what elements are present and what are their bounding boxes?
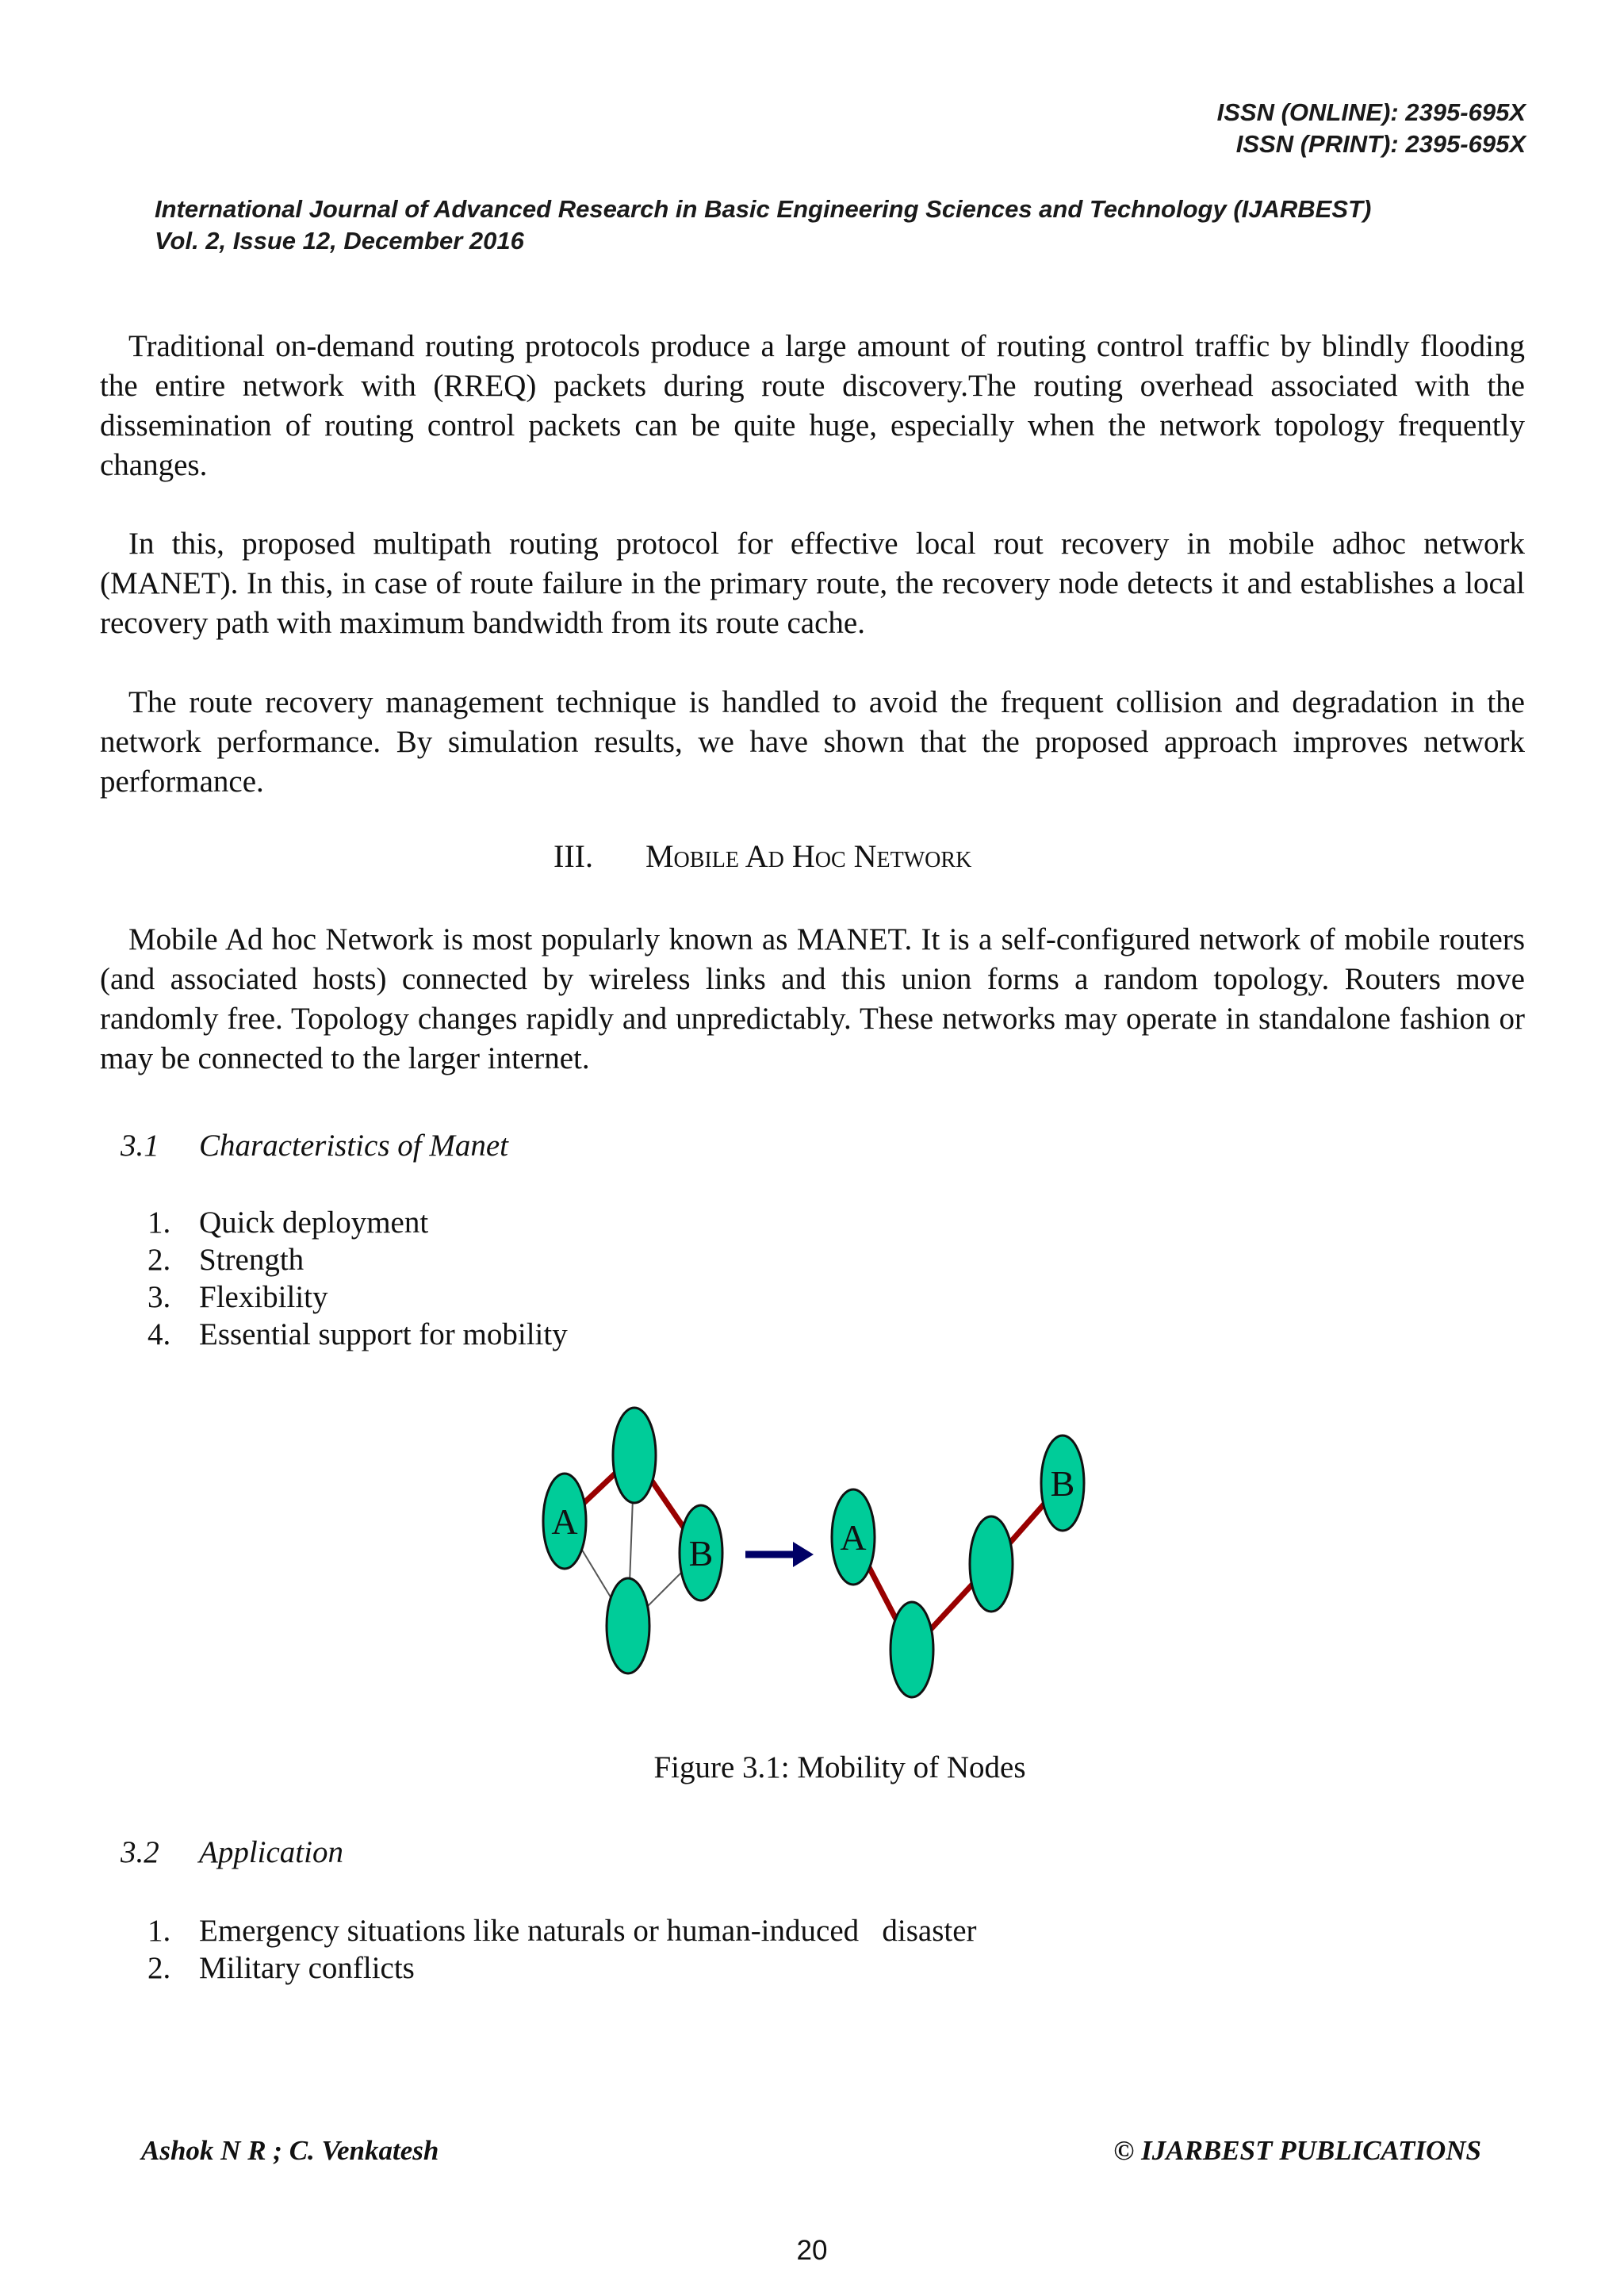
- node-top: [613, 1408, 656, 1503]
- node-b-label: B: [688, 1533, 714, 1573]
- node-middle: [891, 1602, 933, 1697]
- characteristics-list: [147, 1204, 568, 1353]
- paragraph-manet-intro: Mobile Ad hoc Network is most popularly known as MANET. It is a self-configured network of mobile routers (and associated hosts) connected by wireless links and this union forms a random topology. Routers move randomly free. Topology changes rapidly and unpredictably. These networks may operate in standalone fashion or may be connected to the larger internet.: [100, 922, 1525, 1075]
- subsection-number-3-1: 3.1: [121, 1129, 159, 1163]
- node-a-label: A: [840, 1517, 867, 1558]
- list-item: 1. Emergency situations like naturals or human-induced disaster: [147, 1914, 977, 1948]
- list-item: 1. Quick deployment: [147, 1205, 429, 1240]
- mobility-of-nodes-figure: [531, 1396, 1102, 1705]
- paragraph-routing-overhead: Traditional on-demand routing protocols produce a large amount of routing control traffic by blindly flooding the entire network with (RREQ) packets during route discovery.The routing overhead associated with the dissemination of routing control packets can be quite huge, especially when the network topology frequently changes.: [100, 329, 1525, 482]
- footer-publisher: © IJARBEST PUBLICATIONS: [1113, 2135, 1481, 2166]
- list-item: 2. Military conflicts: [147, 1951, 415, 1985]
- subsection-title-application: Application: [199, 1835, 343, 1869]
- application-list: [147, 1912, 977, 1987]
- paragraph-proposed-protocol: In this, proposed multipath routing protocol for effective local rout recovery in mobile adhoc network (MANET). In this, in case of route failure in the primary route, the recovery node detects it and establishes a local recovery path with maximum bandwidth from its route cache.: [100, 527, 1525, 640]
- page-number: 20: [796, 2235, 828, 2266]
- footer-authors: Ashok N R ; C. Venkatesh: [141, 2135, 439, 2166]
- node-b-label: B: [1050, 1463, 1075, 1504]
- section-title: Mobile Ad Hoc Network: [645, 838, 972, 874]
- paragraph-route-recovery: The route recovery management technique is handled to avoid the frequent collision and degradation in the network performance. By simulation results, we have shown that the proposed approach improves network performance.: [100, 685, 1525, 799]
- list-item: 3. Flexibility: [147, 1280, 328, 1314]
- list-item: 2. Strength: [147, 1243, 304, 1277]
- journal-title: International Journal of Advanced Research in Basic Engineering Sciences and Technology (IJARBEST): [155, 195, 1372, 223]
- node-bottom: [607, 1578, 649, 1673]
- journal-issue: Vol. 2, Issue 12, December 2016: [155, 227, 524, 255]
- figure-caption: Figure 3.1: Mobility of Nodes: [653, 1750, 1026, 1784]
- node-middle: [970, 1516, 1013, 1612]
- subsection-number-3-2: 3.2: [121, 1835, 159, 1869]
- list-item: 4. Essential support for mobility: [147, 1317, 568, 1351]
- issn-online: ISSN (ONLINE): 2395-695X: [1216, 98, 1526, 126]
- section-number: III.: [553, 838, 593, 874]
- section-heading: [553, 838, 971, 875]
- subsection-title-characteristics: Characteristics of Manet: [199, 1129, 508, 1163]
- node-a-label: A: [551, 1501, 578, 1542]
- issn-print: ISSN (PRINT): 2395-695X: [1235, 130, 1526, 158]
- arrow-right-icon: [793, 1542, 814, 1567]
